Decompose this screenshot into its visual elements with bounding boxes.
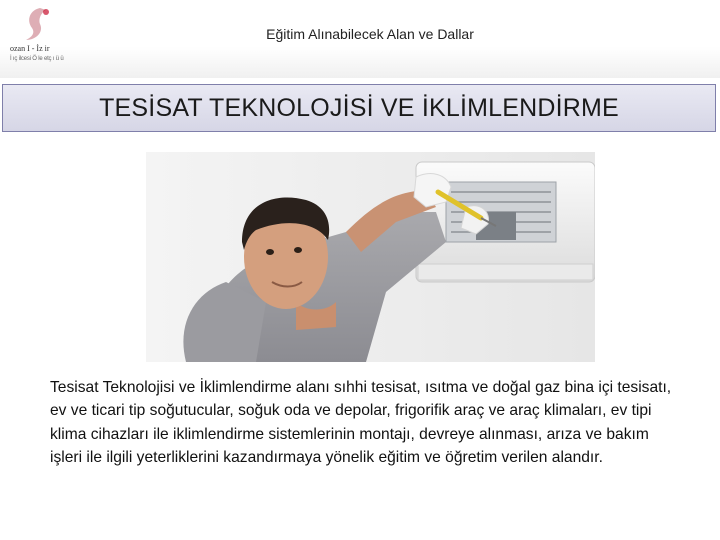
slide-body-text: Tesisat Teknolojisi ve İklimlendirme alanı sıhhi tesisat, ısıtma ve doğal gaz bina içi tesisatı, ev ve ticari tip soğutucular, soğuk oda ve depolar, frigorifik araç ve araç klimaları, ev tipi klima cihazları ile iklimlendirme sistemlerinin montajı, devreye alınması, arıza ve bakım işleri ile ilgili yeterliklerini kazandırmaya yönelik eğitim ve öğretim verilen alandır.: [50, 379, 672, 467]
logo-mark-icon: [12, 4, 62, 44]
header-title: Eğitim Alınabilecek Alan ve Dallar: [266, 26, 474, 42]
logo-text-line1: ozan I - İz ir: [10, 44, 50, 53]
technician-installing-air-conditioner-icon: [146, 152, 595, 362]
logo-text-line2: İ ıç ilcesi Ö le etç ı ü ü: [10, 56, 64, 62]
slide-title: TESİSAT TEKNOLOJİSİ VE İKLİMLENDİRME: [99, 93, 619, 122]
technician-photo: [146, 152, 595, 362]
school-logo: [6, 4, 116, 66]
slide-title-box: [2, 84, 716, 132]
